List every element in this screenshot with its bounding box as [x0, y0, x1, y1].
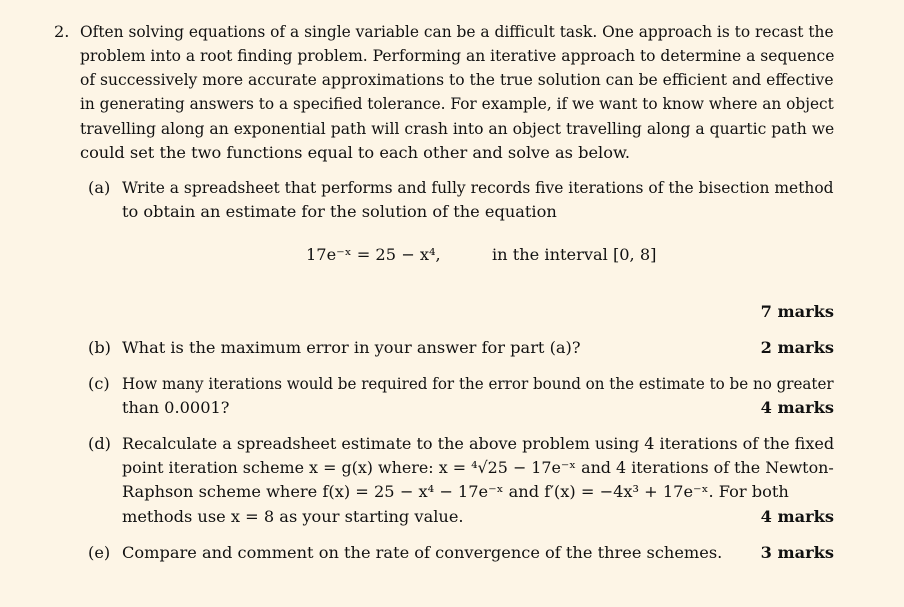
part-d-label: (d): [88, 434, 111, 453]
part-b-line-1: What is the maximum error in your answer for part (a)?: [122, 338, 581, 357]
part-c-line-2: than 0.0001?: [122, 398, 230, 417]
question-number: 2.: [54, 22, 70, 41]
intro-line-5: travelling along an exponential path will crash into an object travelling along a quartic path we: [80, 119, 835, 138]
intro-line-1: Often solving equations of a single variable can be a difficult task. One approach is to recast the: [80, 22, 834, 41]
part-c-marks: 4 marks: [760, 398, 834, 417]
part-a-marks: 7 marks: [760, 302, 834, 321]
part-a-label: (a): [88, 178, 111, 197]
part-b-marks: 2 marks: [760, 338, 834, 357]
part-a-interval: in the interval [0, 8]: [492, 245, 657, 264]
part-e-marks: 3 marks: [760, 543, 834, 562]
part-d-line-4: methods use x = 8 as your starting value.: [122, 507, 464, 526]
part-a-line-2: to obtain an estimate for the solution of the equation: [122, 202, 557, 221]
part-e-line-1: Compare and comment on the rate of convergence of the three schemes.: [122, 543, 723, 562]
part-a-line-1: Write a spreadsheet that performs and fully records five iterations of the bisection method: [122, 178, 834, 197]
intro-line-3: of successively more accurate approximations to the true solution can be efficient and effective: [80, 70, 834, 89]
part-d-line-2: point iteration scheme x = g(x) where: x = ⁴√25 − 17e⁻ˣ and 4 iterations of the Newton-: [122, 458, 834, 477]
intro-line-2: problem into a root finding problem. Performing an iterative approach to determine a sequence: [80, 46, 835, 65]
part-a-equation: 17e⁻ˣ = 25 − x⁴,: [306, 245, 441, 264]
part-d-marks: 4 marks: [760, 507, 834, 526]
part-d-line-3: Raphson scheme where f(x) = 25 − x⁴ − 17e⁻ˣ and f′(x) = −4x³ + 17e⁻ˣ. For both: [122, 482, 789, 501]
intro-line-6: could set the two functions equal to each other and solve as below.: [80, 143, 631, 162]
part-c-line-1: How many iterations would be required for the error bound on the estimate to be no greater: [122, 374, 834, 393]
part-c-label: (c): [88, 374, 110, 393]
part-b-label: (b): [88, 338, 111, 357]
intro-line-4: in generating answers to a specified tolerance. For example, if we want to know where an object: [80, 94, 834, 113]
part-e-label: (e): [88, 543, 111, 562]
part-d-line-1: Recalculate a spreadsheet estimate to the above problem using 4 iterations of the fixed: [122, 434, 835, 453]
